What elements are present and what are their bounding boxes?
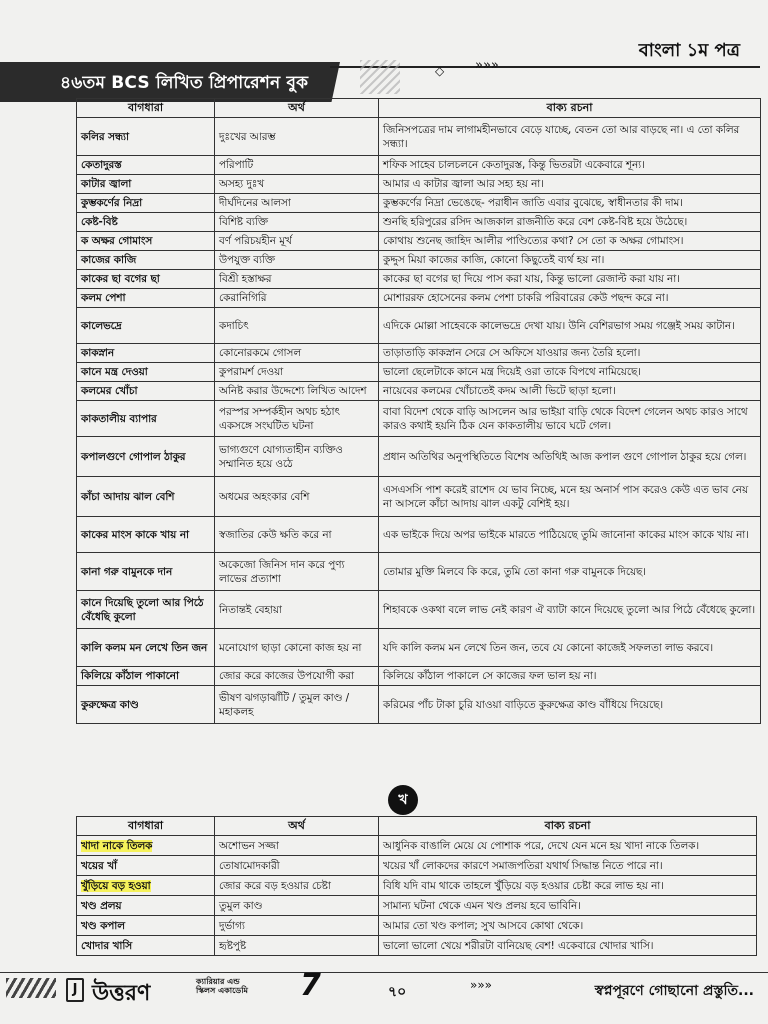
table-row	[77, 289, 761, 308]
meaning-text: অকেজো জিনিস দান করে পুণ্য লাভের প্রত্যাশা	[219, 558, 345, 585]
table-row	[77, 232, 761, 251]
meaning-cell	[215, 629, 379, 667]
idiom-text: কানে দিয়েছি তুলো আর পিঠে বেঁধেছি কুলো	[81, 596, 204, 623]
idiom-cell	[77, 916, 215, 936]
idiom-cell	[77, 289, 215, 308]
meaning-text: দীর্ঘদিনের আলসা	[219, 197, 291, 209]
table-row	[77, 936, 757, 956]
publisher-name: উত্তরণ	[92, 981, 151, 1006]
sentence-cell	[379, 896, 757, 916]
idiom-text: খুঁড়িয়ে বড় হওয়া	[81, 879, 151, 892]
meaning-cell	[215, 213, 379, 232]
idiom-text: কেতাদুরস্ত	[81, 159, 122, 171]
idiom-text: কাটার জ্বালা	[81, 178, 132, 190]
meaning-text: স্বজাতির কেউ ক্ষতি করে না	[219, 528, 332, 541]
sentence-text: যদি কালি কলম মন লেখে তিন জন, তবে যে কোনো কাজেই সফলতা লাভ করবে।	[383, 641, 714, 654]
idiom-text: কলম পেশা	[81, 292, 126, 304]
table-row	[77, 856, 757, 876]
sentence-cell	[379, 936, 757, 956]
sentence-cell	[379, 856, 757, 876]
table-row	[77, 836, 757, 856]
table-row	[77, 591, 761, 629]
idiom-cell	[77, 477, 215, 517]
table-row	[77, 344, 761, 363]
sentence-cell	[379, 667, 761, 686]
sentence-cell	[379, 916, 757, 936]
idiom-text: খণ্ড কপাল	[81, 919, 125, 932]
meaning-text: দুর্ভাগ্য	[219, 919, 245, 932]
column-header-meaning: অর্থ	[215, 817, 379, 836]
sentence-cell	[379, 289, 761, 308]
sentence-cell	[379, 553, 761, 591]
meaning-cell	[215, 194, 379, 213]
idiom-cell	[77, 118, 215, 156]
meaning-text: ভীষণ ঝগড়াঝাঁটি / তুমুল কাণ্ড / মহাকলহ	[219, 691, 350, 718]
meaning-text: দুঃখের আরম্ভ	[219, 130, 276, 143]
meaning-cell	[215, 437, 379, 477]
table-row	[77, 517, 761, 553]
meaning-cell	[215, 553, 379, 591]
table-row	[77, 686, 761, 724]
sentence-text: কুম্ভকর্ণের নিদ্রা ভেঙেছে- পরাধীন জাতি এবার বুঝেছে, স্বাধীনতার কী দাম।	[383, 197, 683, 209]
stripe-decoration	[360, 60, 400, 94]
idiom-cell	[77, 517, 215, 553]
sentence-cell	[379, 629, 761, 667]
sentence-text: কিলিয়ে কাঁঠাল পাকালে সে কাজের ফল ভাল হয় না।	[383, 670, 597, 682]
table-body	[77, 836, 757, 956]
idiom-text: কানে মন্ত্র দেওয়া	[81, 366, 148, 378]
sentence-text: জিনিসপত্রের দাম লাগামহীনভাবে বেড়ে যাচ্ছে, বেতন তো আর বাড়ছে না। এ তো কলির সন্ধ্যা।	[383, 123, 740, 150]
sentence-cell	[379, 308, 761, 344]
meaning-cell	[215, 591, 379, 629]
sentence-text: শফিক সাহেব চালচলনে কেতাদুরস্ত, কিন্তু ভিতরটা একেবারে শূন্য।	[383, 159, 645, 171]
sentence-text: ভালো ভালো খেয়ে শরীরটা বানিয়েছ বেশ! একেবারে খোদার খাসি।	[383, 939, 654, 952]
table-header-row	[77, 99, 761, 118]
column-header-idiom: বাগধারা	[77, 99, 215, 118]
meaning-cell	[215, 896, 379, 916]
idiom-text: কলির সন্ধ্যা	[81, 130, 129, 143]
idiom-text: কাঁচা আদায় ঝাল বেশি	[81, 490, 175, 503]
idiom-text: খোদার খাসি	[81, 939, 133, 952]
sentence-text: কুদ্দুস মিয়া কাজের কাজি, কোনো কিছুতেই ব্যর্থ হয় না।	[383, 254, 605, 266]
idiom-text: কুম্ভকর্ণের নিদ্রা	[81, 197, 143, 209]
idiom-cell	[77, 629, 215, 667]
sentence-text: কোথায় শুনেছ জাহিদ আলীর পাণ্ডিত্যের কথা? সে তো ক অক্ষর গোমাংস।	[383, 235, 684, 247]
sentence-text: বাবা বিদেশ থেকে বাড়ি আসলেন আর ভাইয়া বাড়ি থেকে বিদেশ গেলেন অথচ কারও সাথে কারও কথাই হয়নি ঠিক যেন কাকতালীয় ভাবে ঘটে গেল।	[383, 405, 748, 432]
idiom-text: কাকতালীয় ব্যাপার	[81, 412, 157, 425]
meaning-text: বর্ণ পরিচয়হীন মূর্খ	[219, 235, 292, 247]
sentence-text: ভালো ছেলেটাকে কানে মন্ত্র দিয়েই ওরা তাকে বিপথে নামিয়েছে।	[383, 366, 641, 378]
sentence-text: তোমার মুক্তি মিলবে কি করে, তুমি তো কানা গরু বামুনকে দিয়েছ।	[383, 565, 646, 578]
sentence-text: এসএসসি পাশ করেই রাশেদ যে ভাব নিচ্ছে, মনে হয় অনার্স পাস করেও কেউ এত ভাব নেয় না আসলে কাঁচা আদায় ঝাল একটু বেশিই হয়।	[383, 483, 749, 510]
meaning-cell	[215, 382, 379, 401]
idiom-text: কুরুক্ষেত্র কাণ্ড	[81, 698, 139, 711]
sentence-cell	[379, 437, 761, 477]
meaning-cell	[215, 251, 379, 270]
idiom-cell	[77, 194, 215, 213]
meaning-cell	[215, 175, 379, 194]
sentence-text: বিধি যদি বাম থাকে তাহলে খুঁড়িয়ে বড় হওয়ার চেষ্টা করে লাভ হয় না।	[383, 879, 664, 892]
meaning-cell	[215, 836, 379, 856]
idiom-cell	[77, 363, 215, 382]
meaning-cell	[215, 156, 379, 175]
meaning-cell	[215, 686, 379, 724]
idiom-cell	[77, 936, 215, 956]
meaning-text: উপযুক্ত ব্যক্তি	[219, 254, 275, 266]
column-header-idiom: বাগধারা	[77, 817, 215, 836]
sentence-cell	[379, 213, 761, 232]
table-row	[77, 175, 761, 194]
table-row	[77, 270, 761, 289]
table-row	[77, 118, 761, 156]
idiom-cell	[77, 175, 215, 194]
sentence-text: তাড়াতাড়ি কাকস্নান সেরে সে অফিসে যাওয়ার জন্য তৈরি হলো।	[383, 347, 641, 359]
meaning-cell	[215, 401, 379, 437]
meaning-text: অসহ্য দুঃখ	[219, 178, 265, 190]
meaning-cell	[215, 232, 379, 251]
meaning-text: কুপরামর্শ দেওয়া	[219, 366, 284, 378]
idiom-text: কাজের কাজি	[81, 254, 137, 266]
meaning-cell	[215, 270, 379, 289]
meaning-text: অধমের অহংকার বেশি	[219, 490, 310, 503]
meaning-text: কোনোরকমে গোসল	[219, 347, 302, 359]
page-number: ৭০	[388, 984, 407, 1000]
idiom-cell	[77, 270, 215, 289]
sentence-cell	[379, 156, 761, 175]
table-row	[77, 553, 761, 591]
idiom-cell	[77, 401, 215, 437]
idiom-text: খণ্ড প্রলয়	[81, 899, 122, 912]
table-row	[77, 194, 761, 213]
meaning-text: অশোভন সজ্জা	[219, 839, 279, 852]
sentence-text: এদিকে মোল্লা সাহেবকে কালেভদ্রে দেখা যায়। উনি বেশিরভাগ সময় গঞ্জেই সময় কাটান।	[383, 319, 735, 332]
sentence-cell	[379, 517, 761, 553]
section-marker: খ	[388, 785, 418, 815]
idiom-text: কাকের ছা বগের ছা	[81, 273, 160, 285]
sentence-text: আমার তো খণ্ড কপাল; সুখ আসবে কোথা থেকে।	[383, 919, 584, 932]
idiom-cell	[77, 308, 215, 344]
sentence-text: নায়েবের কলমের খোঁচাতেই কদম আলী ভিটে ছাড়া হলো।	[383, 385, 616, 397]
subject-label: বাংলা ১ম পত্র	[638, 40, 740, 61]
idiom-cell	[77, 896, 215, 916]
idiom-text: কলমের খোঁচা	[81, 385, 138, 397]
table-row	[77, 896, 757, 916]
stripe-decoration	[6, 978, 56, 998]
table-header-row	[77, 817, 757, 836]
idiom-cell	[77, 213, 215, 232]
sentence-text: করিমের পাঁচ টাকা চুরি যাওয়া বাড়িতে কুরুক্ষেত্র কাণ্ড বাঁধিয়ে দিয়েছে।	[383, 698, 664, 711]
sentence-cell	[379, 591, 761, 629]
meaning-text: হৃষ্টপুষ্ট	[219, 939, 247, 952]
publisher-logo: J	[66, 978, 84, 1002]
sentence-text: শুনছি হরিপুরের রসিদ আজকাল রাজনীতি করে বেশ কেষ্ট-বিষ্ট হয়ে উঠেছে।	[383, 216, 688, 228]
meaning-text: অনিষ্ট করার উদ্দেশ্যে লিখিত আদেশ	[219, 385, 367, 397]
table-row	[77, 876, 757, 896]
publisher-subtitle-line: ক্যারিয়ার এন্ড	[196, 977, 240, 986]
idiom-cell	[77, 553, 215, 591]
meaning-cell	[215, 856, 379, 876]
meaning-cell	[215, 308, 379, 344]
sentence-text: কাকের ছা বগের ছা দিয়ে পাস করা যায়, কিন্তু ভালো রেজাল্ট করা যায় না।	[383, 273, 680, 285]
idiom-cell	[77, 251, 215, 270]
meaning-text: ভাগ্যগুণে যোগ্যতাহীন ব্যক্তিও সম্মানিত হয়ে ওঠে	[219, 443, 343, 470]
table-row	[77, 363, 761, 382]
table-row	[77, 667, 761, 686]
idiom-cell	[77, 232, 215, 251]
idiom-text: কেষ্ট-বিষ্ট	[81, 216, 118, 228]
idiom-text: কাকস্নান	[81, 347, 115, 359]
idiom-cell	[77, 876, 215, 896]
column-header-sentence: বাক্য রচনা	[379, 817, 757, 836]
meaning-cell	[215, 289, 379, 308]
publisher-subtitle-line: স্কিলস একাডেমি	[196, 986, 248, 995]
idiom-text: কালেভদ্রে	[81, 319, 122, 332]
sentence-text: মোশাররফ হোসেনের কলম পেশা চাকরি পরিবারের কেউ পছন্দ করে না।	[383, 292, 669, 304]
sentence-text: আমার এ কাটার জ্বালা আর সহ্য হয় না।	[383, 178, 544, 190]
meaning-cell	[215, 916, 379, 936]
idiom-cell	[77, 344, 215, 363]
sentence-cell	[379, 477, 761, 517]
meaning-text: জোর করে বড় হওয়ার চেষ্টা	[219, 879, 331, 892]
meaning-text: পরিপাটি	[219, 159, 254, 171]
meaning-cell	[215, 936, 379, 956]
meaning-cell	[215, 363, 379, 382]
diamond-icon: ◇	[435, 64, 445, 78]
meaning-text: কেরানিগিরি	[219, 292, 267, 304]
meaning-cell	[215, 876, 379, 896]
table-row	[77, 477, 761, 517]
idiom-cell	[77, 437, 215, 477]
book-title: ৪৬তম BCS লিখিত প্রিপারেশন বুক	[60, 73, 309, 93]
idiom-text: কপালগুণে গোপাল ঠাকুর	[81, 450, 186, 463]
idiom-table-ka	[76, 98, 761, 724]
sentence-cell	[379, 876, 757, 896]
meaning-text: নিতান্তই বেহায়া	[219, 603, 282, 616]
meaning-cell	[215, 667, 379, 686]
column-header-sentence: বাক্য রচনা	[379, 99, 761, 118]
sentence-cell	[379, 232, 761, 251]
idiom-table-kha	[76, 816, 757, 956]
arrows-decoration: »»»	[470, 978, 493, 992]
idiom-text: ক অক্ষর গোমাংস	[81, 235, 153, 247]
sentence-cell	[379, 194, 761, 213]
meaning-text: জোর করে কাজের উপযোগী করা	[219, 670, 354, 682]
idiom-text: কানা গরু বামুনকে দান	[81, 565, 173, 578]
table-row	[77, 308, 761, 344]
table-row	[77, 382, 761, 401]
meaning-cell	[215, 477, 379, 517]
table-body	[77, 118, 761, 724]
idiom-cell	[77, 591, 215, 629]
meaning-text: কদাচিৎ	[219, 319, 249, 332]
idiom-cell	[77, 856, 215, 876]
sentence-cell	[379, 270, 761, 289]
meaning-text: তোষামোদকারী	[219, 859, 280, 872]
sentence-cell	[379, 251, 761, 270]
sentence-cell	[379, 175, 761, 194]
sentence-text: খয়ের খাঁ লোকদের কারণে সমাজপতিরা যথার্থ সিদ্ধান্ত নিতে পারে না।	[383, 859, 663, 872]
table-row	[77, 401, 761, 437]
table-row	[77, 156, 761, 175]
meaning-text: পরস্পর সম্পর্কহীন অথচ হঠাৎ একসঙ্গে সংঘটিত ঘটনা	[219, 405, 340, 432]
table-row	[77, 213, 761, 232]
footer-seven-mark: 7	[300, 968, 321, 1003]
idiom-cell	[77, 156, 215, 175]
idiom-cell	[77, 382, 215, 401]
table-row	[77, 437, 761, 477]
sentence-cell	[379, 344, 761, 363]
table-row	[77, 251, 761, 270]
meaning-text: মনোযোগ ছাড়া কোনো কাজ হয় না	[219, 641, 362, 654]
sentence-text: শিহাবকে ওকথা বলে লাভ নেই কারণ ঐ ব্যাটা কানে দিয়েছে তুলো আর পিঠে বেঁধেছে কুলো।	[383, 603, 756, 616]
sentence-cell	[379, 836, 757, 856]
sentence-text: এক ভাইকে দিয়ে অপর ভাইকে মারতে পাঠিয়েছে তুমি জানোনা কাকের মাংস কাকে খায় না।	[383, 528, 749, 541]
idiom-cell	[77, 836, 215, 856]
footer-rule	[0, 972, 768, 973]
meaning-cell	[215, 344, 379, 363]
meaning-cell	[215, 118, 379, 156]
publisher-subtitle	[196, 977, 248, 995]
idiom-text: খাদা নাকে তিলক	[81, 839, 153, 852]
sentence-cell	[379, 401, 761, 437]
table-row	[77, 629, 761, 667]
sentence-cell	[379, 363, 761, 382]
idiom-cell	[77, 667, 215, 686]
meaning-cell	[215, 517, 379, 553]
idiom-text: খয়ের খাঁ	[81, 859, 117, 872]
sentence-cell	[379, 118, 761, 156]
idiom-cell	[77, 686, 215, 724]
sentence-text: আধুনিক বাঙালি মেয়ে যে পোশাক পরে, দেখে যেন মনে হয় খাদা নাকে তিলক।	[383, 839, 700, 852]
idiom-text: কাকের মাংস কাকে খায় না	[81, 528, 189, 541]
idiom-text: কিলিয়ে কাঁঠাল পাকানো	[81, 670, 179, 682]
meaning-text: বিশ্রী হস্তাক্ষর	[219, 273, 272, 285]
table-row	[77, 916, 757, 936]
sentence-text: প্রধান অতিথির অনুপস্থিতিতে বিশেষ অতিথিই আজ কপাল গুণে গোপাল ঠাকুর হয়ে গেল।	[383, 450, 747, 463]
arrows-decoration: »»»	[475, 58, 499, 73]
sentence-cell	[379, 686, 761, 724]
footer-tagline: স্বপ্নপূরণে গোছানো প্রস্তুতি...	[594, 983, 754, 999]
column-header-meaning: অর্থ	[215, 99, 379, 118]
idiom-text: কালি কলম মন লেখে তিন জন	[81, 641, 208, 654]
sentence-text: সামান্য ঘটনা থেকে এমন খণ্ড প্রলয় হবে ভাবিনি।	[383, 899, 581, 912]
meaning-text: বিশিষ্ট ব্যক্তি	[219, 216, 268, 228]
sentence-cell	[379, 382, 761, 401]
meaning-text: তুমুল কাণ্ড	[219, 899, 263, 912]
